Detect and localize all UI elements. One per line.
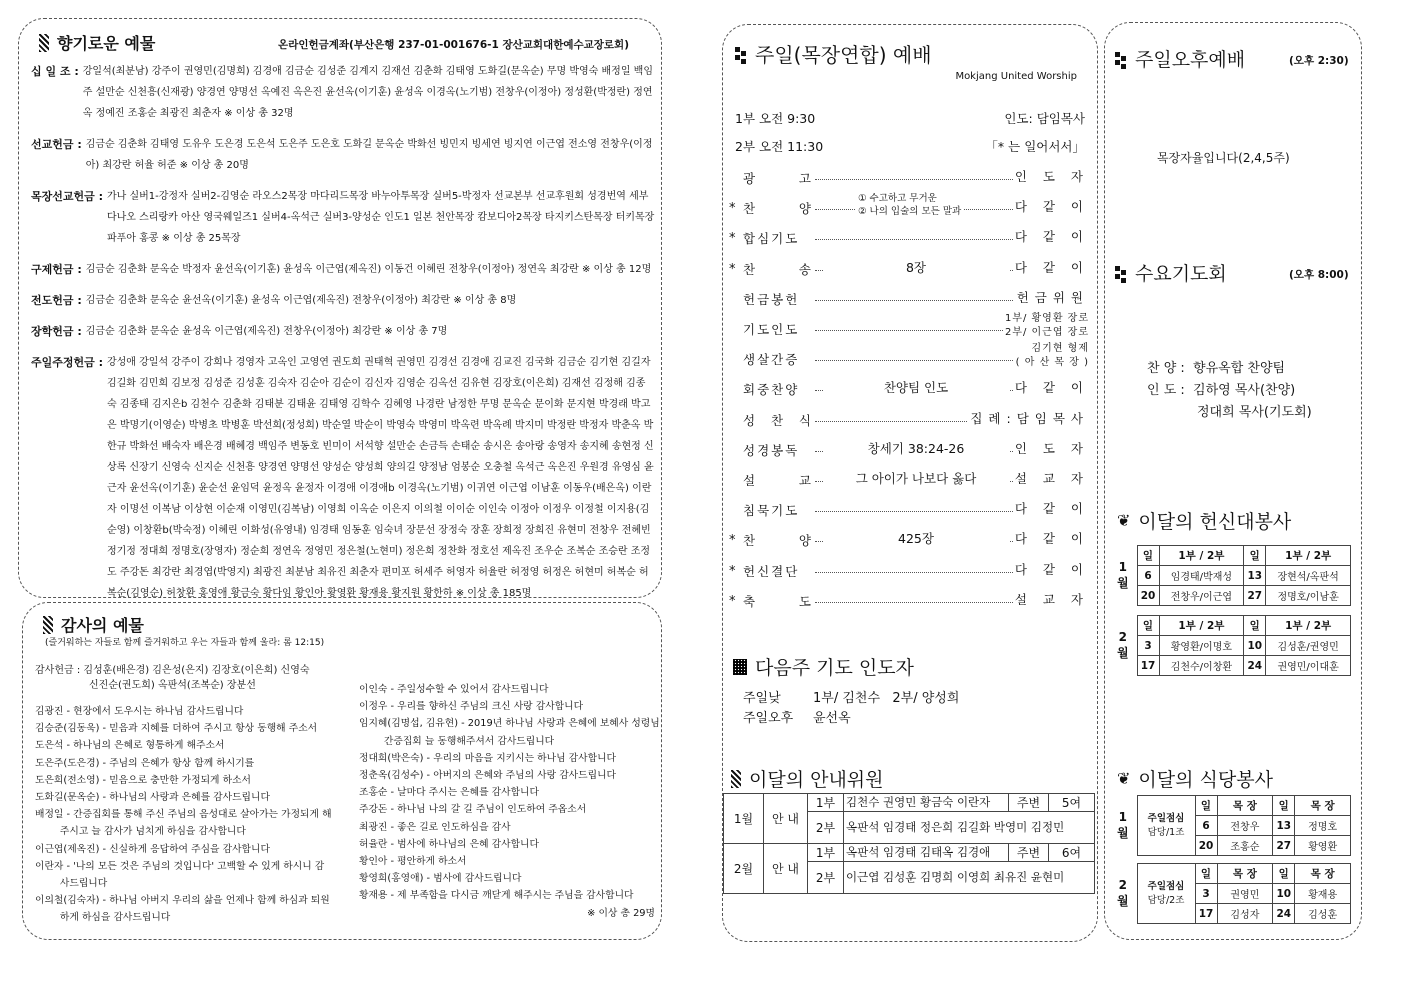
wednesday-header [1115, 259, 1227, 286]
meal-group: 황영환 [1295, 836, 1351, 856]
service-item-content: 찬양팀 인도 [823, 380, 1009, 396]
thanks-line: ※ 이상 총 29명 [587, 907, 655, 919]
service-item-person: 설 교 자 [1014, 591, 1089, 607]
thanks-line: 이란자 - '나의 모든 것은 주님의 것입니다' 고백할 수 있게 하시니 감 [35, 860, 325, 872]
volunteer-names: 장현석/옥판석 [1266, 566, 1351, 586]
afternoon-title: 주일오후예배 [1135, 49, 1246, 71]
afternoon-prayer-label: 주일오후 [743, 711, 794, 726]
thanks-panel [22, 602, 662, 940]
thanks-line: 황영희(홍영애) - 범사에 감사드립니다 [359, 873, 522, 885]
volunteer-spacer [1109, 676, 1351, 686]
meals-title: 이달의 식당봉사 [1138, 769, 1273, 791]
dotted-leader [815, 300, 1013, 301]
thanks-line: 정춘옥(김성수) - 아버지의 은혜와 주님의 사랑 감사드립니다 [359, 770, 616, 782]
usher-names: 이근엽 김성훈 김명희 이영희 최유진 윤현미 [844, 862, 1095, 894]
usher-session: 1부 [808, 794, 844, 812]
service-item [723, 376, 1099, 404]
thanks-line: 간증집회 늘 동행해주셔서 감사드립니다 [359, 735, 555, 747]
sunday-prayer-value: 1부/ 김천수 2부/ 양성희 [813, 691, 960, 706]
thanks-line: 주시고 늘 감사가 넘치게 하심을 감사합니다 [35, 826, 246, 838]
meal-label [1137, 864, 1195, 924]
offerings-title: 향기로운 예물 [57, 34, 156, 53]
service-item-person: 다 같 이 [1014, 199, 1089, 215]
hatch-mark-icon [731, 770, 741, 788]
service-item [723, 467, 1099, 495]
thanks-line: 최광진 - 좋은 길로 인도하심을 감사 [359, 821, 511, 833]
offering-row [31, 186, 655, 249]
meal-day: 27 [1273, 836, 1295, 856]
thanks-line: 조홍순 - 날마다 주시는 은혜를 감사합니다 [359, 787, 539, 799]
order-of-service [723, 165, 1099, 615]
offering-label: 목장선교헌금 : [31, 190, 103, 203]
volunteer-col-head: 1부 / 2부 [1266, 616, 1351, 636]
offering-label: 구제헌금 : [31, 263, 82, 276]
bullet-dots-icon [735, 47, 747, 61]
meal-day: 24 [1273, 904, 1295, 924]
offering-label: 선교헌금 : [31, 138, 82, 151]
volunteer-col-head: 일 [1244, 546, 1266, 566]
volunteer-day: 20 [1137, 586, 1159, 606]
meal-group: 황재용 [1295, 884, 1351, 904]
service-item-person: 설 교 자 [1014, 471, 1089, 486]
leaf-icon: ❦ [1117, 769, 1131, 788]
thanks-line: 이정우 - 우리를 향하신 주님의 크신 사랑 감사합니다 [359, 701, 584, 713]
next-prayer-title: 다음주 기도 인도자 [755, 657, 914, 679]
ushers-header [731, 765, 884, 792]
thanks-line: 임지혜(김명섭, 김유현) - 2019년 하나님 사랑과 은혜에 보혜사 성령님 [359, 718, 660, 730]
service-item-content: 8장 [823, 260, 1009, 276]
ushers-table [723, 793, 1095, 894]
service-item-person: 김기현 형제 ( 아 산 목 장 ) [1015, 343, 1089, 369]
offering-label: 십 일 조 : [31, 65, 79, 78]
volunteer-day: 10 [1244, 636, 1266, 656]
service-item-label: 설 교 [743, 473, 813, 488]
service-item [723, 343, 1099, 374]
volunteers-title: 이달의 헌신대봉사 [1138, 511, 1292, 533]
sunday-prayer-label: 주일낮 [743, 691, 781, 706]
service-item-person: 다 같 이 [1014, 229, 1089, 245]
volunteer-month: 2 월 [1116, 630, 1129, 660]
standing-star: * [729, 593, 736, 609]
volunteer-row [1109, 566, 1351, 586]
dotted-leader [815, 179, 1013, 180]
dotted-leader [815, 330, 1013, 331]
service-item-content: 425장 [823, 531, 1009, 547]
usher-month: 2월 [724, 844, 764, 894]
thanks-line: 황인아 - 평안하게 하소서 [359, 856, 467, 868]
service-item [723, 588, 1099, 616]
thanks-title: 감사의 예물 [61, 616, 144, 635]
volunteer-names: 임경태/박재성 [1159, 566, 1244, 586]
meal-label [1137, 796, 1195, 856]
volunteer-col-head: 일 [1137, 616, 1159, 636]
meal-label-main: 주일점심 [1147, 812, 1185, 824]
service-item [723, 256, 1099, 284]
volunteer-month: 1 월 [1116, 560, 1129, 590]
volunteer-head-row [1109, 616, 1351, 636]
service-item-label: 생살간증 [743, 352, 800, 368]
service-item-label: 축 도 [743, 593, 813, 609]
volunteer-day: 3 [1137, 636, 1159, 656]
meals-table [1109, 795, 1351, 932]
volunteer-day: 6 [1137, 566, 1159, 586]
bullet-dots-icon [1115, 52, 1127, 66]
service-item [723, 165, 1099, 193]
meal-group: 정명호 [1295, 816, 1351, 836]
spacer-cell [1109, 606, 1137, 616]
service-item [723, 407, 1099, 435]
meal-day: 20 [1195, 836, 1217, 856]
volunteer-day: 13 [1244, 566, 1266, 586]
usher-row [724, 794, 1095, 812]
usher-names: 옥판석 임경태 정은희 김길화 박영미 김정민 [844, 812, 1095, 844]
hatch-mark-icon [43, 616, 53, 634]
meal-col-head: 일 [1273, 796, 1295, 816]
spacer-cell [1109, 856, 1137, 864]
service-item-label: 침묵기도 [743, 503, 800, 519]
thanks-line: 이인숙 - 주일성수할 수 있어서 감사드립니다 [359, 684, 549, 695]
offerings-panel [18, 18, 662, 598]
offerings-list [31, 61, 655, 614]
afternoon-text: 목장자율입니다(2,4,5주) [1157, 151, 1290, 165]
service-leader: 인도: 담임목사 [1004, 111, 1085, 126]
meal-col-head: 일 [1195, 864, 1217, 884]
right-panel [1104, 22, 1362, 940]
first-service-time: 1부 오전 9:30 [735, 111, 816, 126]
second-service-time: 2부 오전 11:30 [735, 139, 824, 154]
spacer-cell [1109, 676, 1137, 686]
volunteer-spacer [1109, 606, 1351, 616]
service-item [723, 497, 1099, 525]
volunteer-row [1109, 636, 1351, 656]
meals-header [1117, 765, 1273, 792]
offering-row [31, 352, 655, 604]
offering-label: 주일주정헌금 : [31, 356, 103, 369]
worship-subtitle: Mokjang United Worship [955, 71, 1077, 82]
service-item-label: 성 찬 식 [743, 412, 813, 428]
dotted-leader [815, 360, 1013, 361]
offering-row [31, 321, 655, 342]
thanks-line: 허율란 - 범사에 하나님의 은혜 감사합니다 [359, 838, 539, 850]
usher-row [724, 844, 1095, 862]
thanks-line: 도화길(문옥순) - 하나님의 사랑과 은혜를 감사드립니다 [35, 792, 270, 804]
service-item [723, 195, 1099, 223]
meal-day: 10 [1273, 884, 1295, 904]
service-item-person: 다 같 이 [1014, 501, 1089, 517]
service-item-person: 다 같 이 [1014, 531, 1089, 547]
service-item-person: 인 도 자 [1014, 440, 1089, 456]
thanks-line: 도은주(도은경) - 주님의 은혜가 항상 함께 하시기를 [35, 757, 255, 769]
volunteers-table [1109, 545, 1351, 686]
leaf-icon: ❦ [1117, 511, 1131, 530]
meal-col-head: 일 [1195, 796, 1217, 816]
afternoon-header [1115, 45, 1245, 72]
volunteer-day: 27 [1244, 586, 1266, 606]
service-item-person: 집례:담임목사 [970, 410, 1089, 426]
thanks-line: 김광진 - 현장에서 도우시는 하나님 감사드립니다 [35, 706, 244, 717]
bullet-dots-icon [1115, 266, 1127, 280]
thanks-line: 도은희(전소영) - 믿음으로 충만한 가정되게 하소서 [35, 774, 252, 786]
offering-names: 강성애 강일석 강주이 강희나 경영자 고옥인 고영연 권도희 권태혁 권영민 김경선 김경애 김교진 김국화 김금순 김기현 김길자 김길화 김민희 김보정 김성준 김성훈 김숙자 김순아 김순이 김신자 김영순 김옥선 김유현 김장호(이은희) 김재선 김정해 김종숙 김종태 김지은b 김천수 김춘화 김태분 김태윤 김태영 김학수 김혜영 나경란 남정한 무명 문옥순 문이화 문지현 박경래 박고은 박명기(이영순) 박병초 박병훈 박선희(정성희) 박순열 박순이 박영숙 박영미 박옥련 박옥례 박지미 박정란 박정자 박춘옥 박한규 박화선 배숙자 배은경 배혜경 백임주 변동호 빈미이 서석향 설만순 손금득 손태순 송시은 송아랑 송영자 송지혜 송현정 신상록 신장기 신영숙 신지순 신천흥 양경연 양명선 양성순 양성희 양의길 양정남 엄봉순 오충철 옥석근 옥은진 우원경 유영심 윤근자 윤선옥(이기훈) 윤순선 윤임덕 윤정옥 윤정자 이경애 이경애b 이경옥(노기범) 이귀연 이근엽 이남훈 이동우(배은옥) 이란자 이명선 이복남 이상현 이순재 이영민(김복남) 이영희 이옥순 이은지 이의철 이이순 이인숙 이정아 이정우 이정철 이지용(김순영) 이창환b(박숙정) 이혜린 이화성(유영내) 임경태 임동훈 임숙녀 장문선 장정숙 장훈 장희정 장희진 유현미 전창우 전혜빈 정기정 정대희 정명호(장영자) 정순희 정연옥 정영민 정은철(노현미) 정은희 정찬화 정호선 제옥진 조우순 조복순 조승란 조정도 주강돈 최강란 최경엽(박영지) 최광진 최분남 최유진 최춘자 편미포 허세주 허영자 허율란 허정영 허정은 허현미 허복순 허복순(김영순) 허창환 홍영애 황금숙 황다임 황인아 황영환 황재용 황지원 황한하 ※ 이상 총 185명 [106, 357, 654, 599]
service-item-label: 찬 송 [743, 261, 813, 277]
service-item [723, 286, 1099, 314]
meal-label-sub: 담당/2조 [1147, 894, 1185, 906]
usher-names: 김천수 권영민 황금숙 이란자 [844, 794, 1009, 812]
thanks-line: 도은석 - 하나님의 은혜로 형통하게 해주소서 [35, 740, 225, 752]
meal-spacer [1109, 856, 1351, 864]
thanks-list-header2: 신진순(권도희) 옥판석(조복순) 장분선 [89, 680, 256, 691]
thanks-right-column [359, 681, 660, 922]
standing-star: * [729, 231, 736, 247]
volunteer-names: 김성훈/권영민 [1266, 636, 1351, 656]
volunteer-names: 전창우/이근엽 [1159, 586, 1244, 606]
meal-label-main: 주일점심 [1147, 880, 1185, 892]
offering-label: 전도헌금 : [31, 294, 82, 307]
offerings-header [39, 31, 155, 54]
standing-note: 「* 는 일어서서」 [985, 139, 1085, 154]
meal-col-head: 목 장 [1295, 796, 1351, 816]
volunteers-header [1117, 507, 1291, 534]
usher-month: 1월 [724, 794, 764, 844]
offering-names: 김금순 김춘화 김태영 도유우 도은경 도은석 도은주 도은호 도화길 문옥순 박화선 빙민지 빙세연 빙지연 이근엽 전소영 전창우(이정아) 최강란 허율 허준 ※ 이상 총 20명 [85, 139, 653, 171]
service-item-content: ① 수고하고 무거운 ② 나의 입술의 모든 말과 [855, 192, 964, 218]
thanks-subtitle: (즐거워하는 자들로 함께 즐거워하고 우는 자들과 함께 울라: 롬 12:15) [45, 638, 325, 648]
usher-role: 안 내 [764, 844, 808, 894]
offering-names: 김금순 김춘화 문옥순 윤성옥 이근엽(제옥진) 전창우(이정아) 최강란 ※ 이상 총 7명 [85, 326, 448, 337]
meal-group: 김성자 [1217, 904, 1273, 924]
usher-area: 주변 [1009, 794, 1049, 812]
service-item-label: 회중찬양 [743, 382, 800, 398]
meal-day: 3 [1195, 884, 1217, 904]
service-item-person: 다 같 이 [1014, 380, 1089, 396]
hatch-mark-icon [39, 34, 49, 52]
service-item-label: 찬 양 [743, 201, 813, 217]
volunteer-col-head: 일 [1244, 616, 1266, 636]
thanks-line: 정대희(박은숙) - 우리의 마음을 지키시는 하나님 감사합니다 [359, 752, 616, 764]
service-item-person: 헌금위원 [1016, 289, 1089, 305]
meal-spacer [1109, 924, 1351, 932]
wednesday-title: 수요기도회 [1135, 263, 1227, 285]
service-item-person: 다 같 이 [1014, 561, 1089, 577]
volunteer-col-head: 1부 / 2부 [1159, 546, 1244, 566]
meal-month: 2 월 [1116, 878, 1129, 908]
meal-day: 6 [1195, 816, 1217, 836]
meal-col-head: 목 장 [1217, 796, 1273, 816]
thanks-line: 이근엽(제옥진) - 신실하게 응답하여 주심을 감사합니다 [35, 843, 270, 855]
offering-row [31, 61, 655, 124]
thanks-line: 배정일 - 간증집회를 통해 주신 주님의 음성대로 살아가는 가정되게 해 [35, 809, 332, 821]
wednesday-leader: 인 도 : 김하영 목사(찬양) [1147, 383, 1296, 398]
meal-group: 전창우 [1217, 816, 1273, 836]
meal-col-head: 일 [1273, 864, 1295, 884]
offering-label: 장학헌금 : [31, 325, 82, 338]
dotted-leader [815, 572, 1013, 573]
meal-group: 김성훈 [1295, 904, 1351, 924]
standing-star: * [729, 533, 736, 549]
service-item [723, 558, 1099, 586]
service-item-label: 합심기도 [743, 231, 800, 247]
usher-session: 1부 [808, 844, 844, 862]
service-item-label: 헌신결단 [743, 563, 800, 579]
service-item-content: 그 아이가 나보다 옳다 [823, 471, 1009, 487]
meal-label-sub: 담당/1조 [1147, 826, 1185, 838]
meal-day: 13 [1273, 816, 1295, 836]
dotted-leader [815, 511, 1013, 512]
volunteer-col-head: 1부 / 2부 [1266, 546, 1351, 566]
thanks-header [43, 613, 144, 636]
dotted-leader [815, 602, 1013, 603]
offering-names: 강일석(최분남) 강주이 권영민(김명희) 김경애 김금순 김성준 김계지 김재선 김춘화 김태영 도화길(문옥순) 무명 박영숙 배정일 백임주 설만순 신천흥(신재광) 양경연 양명선 옥예진 옥은진 윤선옥(이기훈) 윤성옥 이경옥(노기범) 전창우(이정아) 정성환(박정란) 정연옥 정예진 조홍순 최광진 최춘자 ※ 이상 총 32명 [82, 66, 653, 119]
meal-month: 1 월 [1116, 810, 1129, 840]
wednesday-time: (오후 8:00) [1289, 269, 1349, 281]
volunteer-day: 24 [1244, 656, 1266, 676]
volunteer-day: 17 [1137, 656, 1159, 676]
spacer-cell [1109, 924, 1137, 932]
usher-session: 2부 [808, 812, 844, 844]
checker-icon [733, 659, 747, 675]
thanks-line: 김승준(김동욱) - 믿음과 지혜를 더하여 주시고 항상 동행해 주소서 [35, 723, 318, 735]
offering-row [31, 134, 655, 176]
service-item [723, 313, 1099, 344]
usher-count: 5여 [1049, 794, 1095, 812]
meal-col-head: 목 장 [1295, 864, 1351, 884]
worship-header [735, 39, 932, 68]
thanks-line: 하게 하심을 감사드립니다 [35, 912, 171, 924]
service-item-person: 다 같 이 [1014, 259, 1089, 275]
account-info: 온라인헌금계좌(부산은행 237-01-001676-1 장산교회대한예수교장로회) [278, 39, 629, 51]
service-item-person: 인 도 자 [1014, 169, 1089, 184]
service-item-label: 성경봉독 [743, 442, 800, 458]
usher-area: 주변 [1009, 844, 1049, 862]
meal-head-row [1109, 796, 1351, 816]
usher-session: 2부 [808, 862, 844, 894]
next-prayer-header [733, 653, 914, 680]
service-item [723, 437, 1099, 465]
standing-star: * [729, 261, 736, 277]
afternoon-prayer-value: 윤선옥 [813, 711, 851, 726]
service-item [723, 527, 1099, 555]
dotted-leader [815, 239, 1013, 240]
meal-day: 17 [1195, 904, 1217, 924]
meal-group: 조홍순 [1217, 836, 1273, 856]
volunteer-names: 권영민/이대훈 [1266, 656, 1351, 676]
volunteer-names: 황영환/이명호 [1159, 636, 1244, 656]
meal-col-head: 목 장 [1217, 864, 1273, 884]
offering-names: 김금순 김춘화 문옥순 윤선옥(이기훈) 윤성옥 이근엽(제옥진) 전창우(이정아) 최강란 ※ 이상 총 8명 [85, 295, 517, 306]
standing-star: * [729, 201, 736, 217]
meal-group: 권영민 [1217, 884, 1273, 904]
thanks-line: 사드립니다 [35, 878, 108, 890]
volunteer-head-row [1109, 546, 1351, 566]
service-item-label: 기도인도 [743, 322, 800, 337]
service-item-label: 광 고 [743, 171, 813, 186]
wednesday-leader2: 정대희 목사(기도회) [1197, 405, 1312, 420]
offering-row [31, 290, 655, 311]
service-item-content: 창세기 38:24-26 [823, 441, 1009, 457]
ushers-title: 이달의 안내위원 [749, 769, 884, 791]
thanks-line: 이의철(김숙자) - 하나님 아버지 우리의 삶을 언제나 함께 하심과 퇴원 [35, 895, 330, 907]
standing-star: * [729, 563, 736, 579]
worship-title: 주일(목장연합) 예배 [755, 43, 932, 67]
service-item-person: 1부/ 황영환 장로 2부/ 이근엽 장로 [1004, 313, 1089, 338]
service-item-label: 찬 양 [743, 533, 813, 549]
service-item-label: 헌금봉헌 [743, 291, 800, 307]
offering-names: 가나 실버1-강정자 실버2-김영순 라오스2목장 마다리드목장 바누아투목장 실버5-박정자 선교본부 선교후원회 성경번역 세부다나오 스리랑카 아산 영국웨일즈1 실버4-옥석근 실버3-양성순 인도1 일본 천안목장 캄보디아2목장 타지키스탄목장 터키목장 파푸아 홍콩 ※ 이상 총 25목장 [106, 191, 655, 244]
thanks-line: 황재용 - 제 부족함을 다시금 깨닫게 해주시는 주님을 감사합니다 [359, 890, 634, 902]
usher-names: 옥판석 임경태 김태옥 김경애 [844, 844, 1009, 862]
thanks-left-column [35, 703, 360, 927]
volunteer-row [1109, 656, 1351, 676]
volunteer-row [1109, 586, 1351, 606]
afternoon-time: (오후 2:30) [1289, 55, 1349, 67]
usher-role: 안 내 [764, 794, 808, 844]
wednesday-praise: 찬 양 : 향유옥합 찬양팀 [1147, 361, 1286, 376]
usher-count: 6여 [1049, 844, 1095, 862]
thanks-line: 주강돈 - 하나님 나의 갈 길 주님이 인도하여 주옵소서 [359, 804, 587, 816]
worship-panel [722, 24, 1098, 942]
meal-head-row [1109, 864, 1351, 884]
offering-row [31, 259, 655, 280]
volunteer-names: 정명호/이남훈 [1266, 586, 1351, 606]
volunteer-col-head: 일 [1137, 546, 1159, 566]
volunteer-col-head: 1부 / 2부 [1159, 616, 1244, 636]
service-item [723, 225, 1099, 253]
volunteer-names: 김천수/이창환 [1159, 656, 1244, 676]
thanks-list-header: 감사헌금 : 김성훈(배은경) 김은성(은지) 김장호(이은희) 신영숙 [35, 665, 310, 676]
offering-names: 김금순 김춘화 문옥순 박정자 윤선옥(이기훈) 윤성옥 이근엽(제옥진) 이동건 이혜린 전창우(이정아) 정연옥 최강란 ※ 이상 총 12명 [85, 264, 652, 275]
